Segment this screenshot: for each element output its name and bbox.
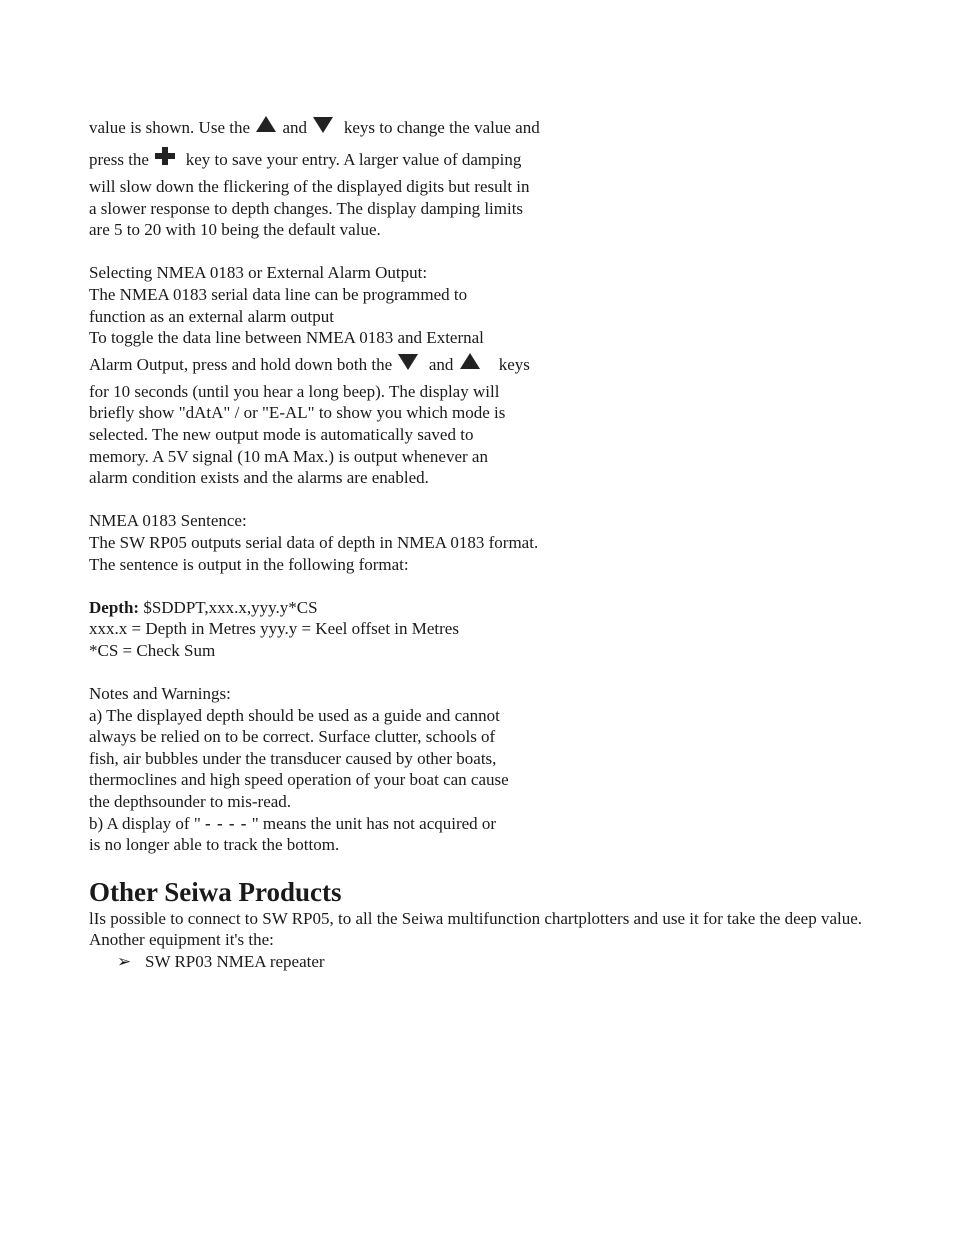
depth-label: Depth: xyxy=(89,597,140,617)
text-fragment: keys xyxy=(498,354,530,374)
text-fragment: b) A display of " xyxy=(89,813,201,833)
down-arrow-icon xyxy=(311,115,335,135)
list-item xyxy=(89,951,879,973)
damping-line-3: will slow down the flickering of the displayed digits but result in xyxy=(89,177,530,196)
notes-line-3: fish, air bubbles under the transducer caused by other boats, xyxy=(89,748,497,768)
nmea-select-heading: Selecting NMEA 0183 or External Alarm Output: xyxy=(89,263,428,283)
text-fragment: " means the unit has not acquired or xyxy=(251,813,497,833)
down-arrow-icon xyxy=(396,352,420,372)
spacer xyxy=(89,489,879,511)
spacer xyxy=(89,661,879,683)
notes-line-1: a) The displayed depth should be used as a guide and cannot xyxy=(89,705,500,725)
notes-line-6 xyxy=(89,813,879,835)
damping-line-4: a slower response to depth changes. The display damping limits xyxy=(89,198,524,218)
other-products-paragraph: lIs possible to connect to SW RP05, to all the Seiwa multifunction chartplotters and use it for take the deep value. Another equipment it's the: xyxy=(89,908,863,950)
damping-line-5: are 5 to 20 with 10 being the default value. xyxy=(89,220,381,240)
nmea-select-line-5: for 10 seconds (until you hear a long beep). The display will xyxy=(89,381,500,401)
nmea-sentence-heading: NMEA 0183 Sentence: xyxy=(89,511,247,531)
text-fragment: Alarm Output, press and hold down both the xyxy=(89,354,393,374)
spacer xyxy=(89,575,879,597)
text-fragment: and xyxy=(428,354,454,374)
depth-line-3: *CS = Check Sum xyxy=(89,640,216,660)
notes-line-5: the depthsounder to mis-read. xyxy=(89,792,292,812)
nmea-select-line-9: alarm condition exists and the alarms are enabled. xyxy=(89,468,429,488)
text-fragment: press the xyxy=(89,150,149,169)
text-fragment: and xyxy=(282,118,308,137)
dashes-display: - - - - xyxy=(205,813,248,833)
damping-line-2 xyxy=(89,144,879,176)
up-arrow-icon xyxy=(458,352,482,372)
damping-line-1 xyxy=(89,112,879,144)
text-fragment: key to save your entry. A larger value of damping xyxy=(185,150,522,169)
nmea-select-line-1: The NMEA 0183 serial data line can be programmed to xyxy=(89,284,468,304)
text-fragment: keys to change the value and xyxy=(343,118,540,137)
nmea-select-line-8: memory. A 5V signal (10 mA Max.) is output whenever an xyxy=(89,446,488,466)
up-arrow-icon xyxy=(254,115,278,135)
bullet-arrow-icon: ➢ xyxy=(117,952,132,971)
nmea-select-line-2: function as an external alarm output xyxy=(89,306,334,326)
notes-heading: Notes and Warnings: xyxy=(89,684,231,704)
nmea-sentence-line-1: The SW RP05 outputs serial data of depth in NMEA 0183 format. xyxy=(89,532,539,552)
nmea-sentence-line-2: The sentence is output in the following format: xyxy=(89,554,409,574)
section-title: Other Seiwa Products xyxy=(89,876,342,907)
nmea-select-line-6: briefly show "dAtA" / or "E-AL" to show you which mode is xyxy=(89,403,506,423)
notes-line-4: thermoclines and high speed operation of your boat can cause xyxy=(89,770,509,790)
depth-sentence: $SDDPT,xxx.x,yyy.y*CS xyxy=(143,597,318,617)
document-page xyxy=(89,112,879,973)
plus-icon xyxy=(153,147,177,167)
nmea-select-line-4 xyxy=(89,349,879,381)
nmea-select-line-7: selected. The new output mode is automatically saved to xyxy=(89,424,474,444)
notes-line-2: always be relied on to be correct. Surface clutter, schools of xyxy=(89,727,496,747)
text-fragment: value is shown. Use the xyxy=(89,118,251,137)
depth-line-2: xxx.x = Depth in Metres yyy.y = Keel offset in Metres xyxy=(89,619,459,639)
notes-line-7: is no longer able to track the bottom. xyxy=(89,835,340,855)
depth-sentence-line xyxy=(89,597,879,619)
list-item-text: SW RP03 NMEA repeater xyxy=(145,952,325,971)
spacer xyxy=(89,241,879,263)
nmea-select-line-3: To toggle the data line between NMEA 0183 and External xyxy=(89,328,484,348)
